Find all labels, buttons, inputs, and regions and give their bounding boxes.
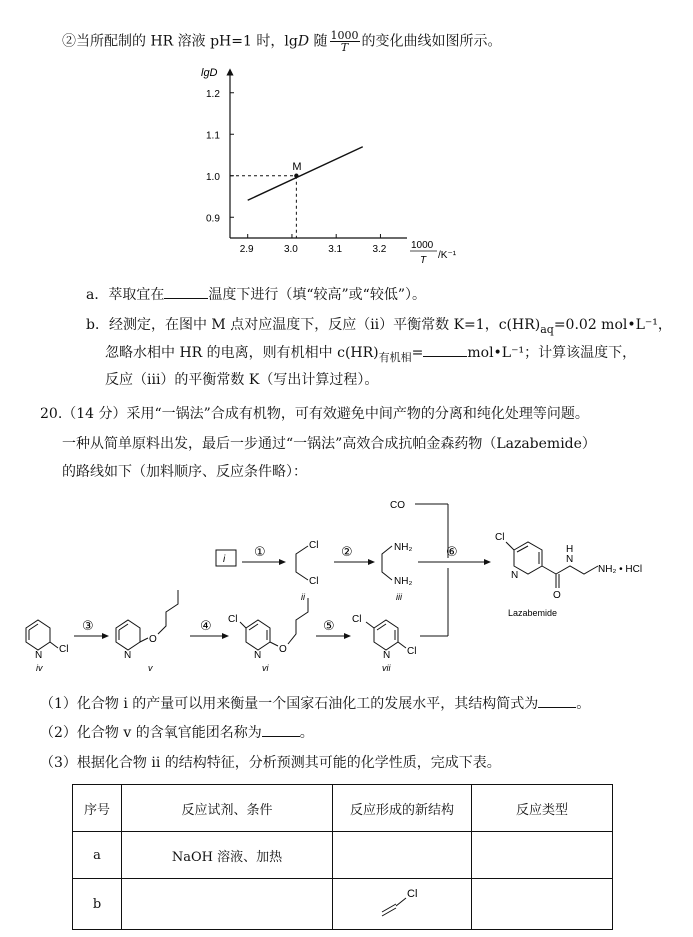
- lgD-chart: [185, 62, 465, 272]
- x-tick-label: 2.9: [239, 244, 254, 255]
- table-row: [73, 879, 613, 930]
- y-tick-label: 0.9: [206, 213, 220, 225]
- q19b-sub-organic: 有机相: [378, 350, 412, 364]
- row-reagent: NaOH 溶液、加热: [122, 832, 333, 879]
- lazabemide-structure: [506, 542, 598, 588]
- q19-intro-fraction: [330, 30, 360, 53]
- table-header: 反应形成的新结构: [333, 785, 472, 832]
- q19-intro-text3: 的变化曲线如图所示。: [361, 33, 502, 50]
- row-id: a: [73, 832, 122, 879]
- q19b-text1-end: =0.02 mol•L⁻¹，: [553, 317, 672, 333]
- q20-sub1: [40, 695, 590, 713]
- compound-ii: [296, 546, 308, 580]
- label-ii: ii: [301, 592, 305, 602]
- table-row: [73, 832, 613, 879]
- q20-sub2-text: （2）化合物 v 的含氧官能团名称为: [40, 725, 262, 741]
- x-tick-label: 3.2: [372, 244, 387, 255]
- label-vi: vi: [262, 663, 269, 673]
- q20-sub3: （3）根据化合物 ii 的结构特征，分析预测其可能的化学性质，完成下表。: [40, 755, 501, 771]
- x-tick-label: 3.1: [328, 244, 343, 255]
- lazabemide-label: Lazabemide: [508, 608, 558, 618]
- lazabemide-o: O: [553, 590, 561, 601]
- label-iv: iv: [36, 663, 43, 673]
- compound-iii: [382, 546, 392, 580]
- row-structure: [333, 879, 472, 930]
- reaction-table: [72, 784, 613, 930]
- q20-sub2-end: 。: [299, 725, 314, 741]
- x-axis-label-numerator: 1000: [411, 240, 434, 251]
- vinyl-chloride-structure: [372, 882, 432, 922]
- co-label: CO: [390, 500, 405, 511]
- lazabemide-n: N: [566, 554, 574, 565]
- q20-sub2-blank[interactable]: [262, 724, 300, 737]
- q20-line3: 的路线如下（加料顺序、反应条件略）：: [62, 464, 307, 480]
- vii-cl-bottom: Cl: [407, 646, 417, 657]
- y-tick-label: 1.0: [206, 171, 220, 183]
- q19-intro-D: D: [297, 33, 310, 50]
- row-structure[interactable]: [333, 832, 472, 879]
- q19a-blank[interactable]: [164, 286, 208, 299]
- lazabemide-h: H: [566, 544, 574, 555]
- chart-axes: [201, 67, 457, 266]
- step-2: ②: [341, 544, 353, 559]
- compound-iv: [26, 620, 58, 650]
- q19b-equals: =: [411, 345, 424, 361]
- q19b-line3: [105, 371, 378, 389]
- lazabemide-nh2hcl: NH₂ • HCl: [598, 564, 643, 575]
- compound-vi: [240, 598, 308, 650]
- iii-nh2-bottom: NH₂: [394, 576, 413, 587]
- label-v: v: [148, 663, 153, 673]
- step-4: ④: [200, 618, 212, 633]
- table-header-row: [73, 785, 613, 832]
- ii-cl-top: Cl: [309, 540, 319, 551]
- fraction-numerator: 1000: [330, 29, 359, 42]
- iii-nh2-top: NH₂: [394, 542, 413, 553]
- q19-intro-text: ②当所配制的 HR 溶液 pH=1 时，lg: [62, 33, 298, 50]
- lazabemide-cl: Cl: [495, 532, 505, 543]
- x-axis-label-unit: /K⁻¹: [438, 250, 457, 261]
- v-n: N: [124, 650, 132, 661]
- vii-cl-top: Cl: [352, 614, 362, 625]
- fraction-denominator: T: [340, 41, 349, 54]
- step-3: ③: [82, 618, 94, 633]
- q20-sub1-blank[interactable]: [538, 695, 576, 708]
- q19b-text2: 忽略水相中 HR 的电离，则有机相中 c(HR): [105, 345, 379, 361]
- q20-sub2: [40, 724, 314, 742]
- table-header: 序号: [73, 785, 122, 832]
- step-5: ⑤: [323, 618, 335, 633]
- synthesis-scheme: [0, 488, 693, 680]
- vi-cl: Cl: [228, 614, 238, 625]
- vii-n: N: [383, 650, 391, 661]
- series-line: [248, 147, 363, 201]
- ii-cl-bottom: Cl: [309, 576, 319, 587]
- q19a-suffix: 温度下进行（填“较高”或“较低”）。: [208, 287, 426, 303]
- x-tick-label: 3.0: [283, 244, 298, 255]
- y-tick-label: 1.2: [206, 88, 220, 100]
- compound-i-box: [216, 550, 236, 566]
- q19b-text1: b．经测定，在图中 M 点对应温度下，反应（ii）平衡常数 K=1，c(HR): [86, 317, 541, 333]
- iv-n: N: [35, 650, 43, 661]
- v-o: O: [149, 634, 157, 645]
- label-vii: vii: [382, 663, 391, 673]
- row-reagent[interactable]: [122, 879, 333, 930]
- q19a-prefix: a．萃取宜在: [86, 287, 165, 303]
- compound-v: [116, 590, 178, 650]
- q19b-line2: [105, 344, 636, 367]
- chart-series: [230, 147, 363, 238]
- label-iii: iii: [396, 592, 402, 602]
- compound-i-label: i: [223, 554, 226, 565]
- y-axis-label: lgD: [201, 67, 218, 79]
- step-6: ⑥: [446, 544, 458, 559]
- structure-cl-label: Cl: [407, 888, 418, 900]
- q19b-text3: 反应（iii）的平衡常数 K（写出计算过程）。: [105, 372, 379, 388]
- table-header: 反应类型: [472, 785, 613, 832]
- step-1: ①: [254, 544, 266, 559]
- q19b-sub-aq: aq: [540, 322, 554, 336]
- table-header: 反应试剂、条件: [122, 785, 333, 832]
- q19a: [86, 286, 426, 304]
- q20-line2: 一种从简单原料出发，最后一步通过“一锅法”高效合成抗帕金森药物（Lazabemide）: [62, 436, 596, 452]
- q19b-line1: [86, 316, 672, 339]
- row-id: b: [73, 879, 122, 930]
- vi-o: O: [279, 644, 287, 655]
- compound-vii: [366, 620, 406, 650]
- y-tick-label: 1.1: [206, 130, 220, 142]
- vi-n: N: [254, 650, 262, 661]
- iv-cl: Cl: [59, 644, 69, 655]
- q19b-blank[interactable]: [423, 344, 467, 357]
- x-axis-label-denominator: T: [420, 255, 427, 266]
- lazabemide-n-ring: N: [511, 570, 519, 581]
- q20-head: 20.（14 分）采用“一锅法”合成有机物，可有效避免中间产物的分离和纯化处理等问题。: [40, 406, 589, 422]
- row-type[interactable]: [472, 879, 613, 930]
- row-type[interactable]: [472, 832, 613, 879]
- point-m-label: M: [292, 160, 302, 173]
- q19-intro-text2: 随: [309, 33, 328, 50]
- q19-intro: [62, 30, 502, 53]
- q20-sub1-end: 。: [576, 696, 591, 712]
- q20-sub1-text: （1）化合物 i 的产量可以用来衡量一个国家石油化工的发展水平，其结构简式为: [40, 696, 539, 712]
- point-m: [294, 174, 298, 178]
- q19b-text2-end: mol•L⁻¹；计算该温度下，: [467, 345, 637, 361]
